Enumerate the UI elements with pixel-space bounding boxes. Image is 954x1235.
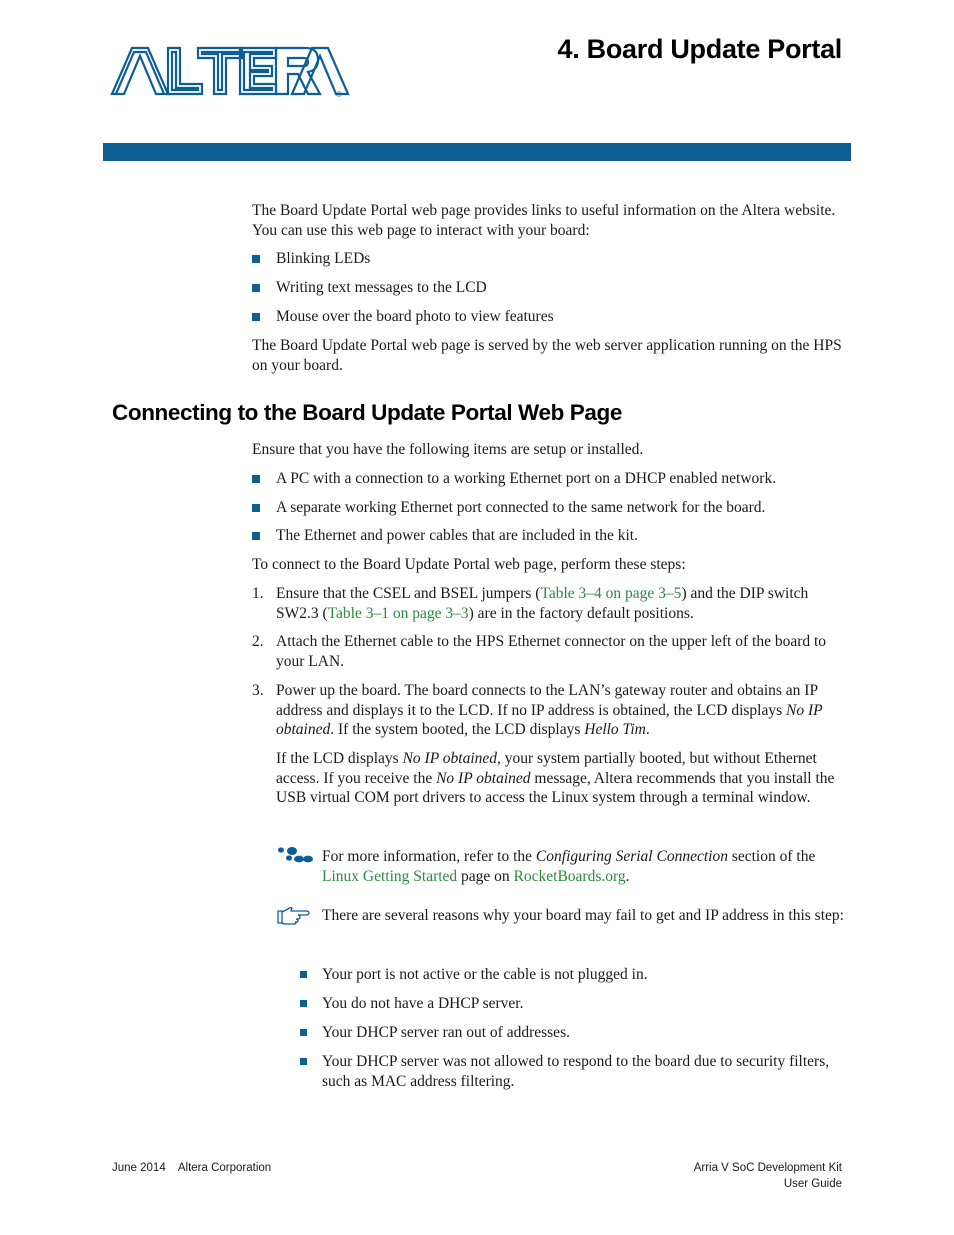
chapter-rule-bar [103, 143, 851, 161]
steps-intro: To connect to the Board Update Portal web page, perform these steps: [252, 556, 686, 573]
step-1: 1. Ensure that the CSEL and BSEL jumpers (Table 3–4 on page 3–5) and the DIP switch SW2.3 (Table 3–1 on page 3–3) are in the factory default positions. [252, 585, 809, 622]
list-item: Your port is not active or the cable is not plugged in. [300, 965, 844, 985]
footer-date-company: June 2014 Altera Corporation [112, 1162, 272, 1174]
list-item: A separate working Ethernet port connected to the same network for the board. [252, 498, 844, 518]
bullet-square-icon [252, 284, 260, 292]
bullet-square-icon [252, 255, 260, 263]
list-item: Blinking LEDs [252, 249, 844, 269]
rocketboards-link[interactable]: RocketBoards.org [513, 867, 626, 885]
table-3-1-link[interactable]: Table 3–1 on page 3–3 [327, 604, 469, 622]
bullet-square-icon [300, 1000, 307, 1007]
bullet-square-icon [252, 532, 260, 540]
step-3-paragraph-2: If the LCD displays No IP obtained, your system partially booted, but without Ethernet access. If you receive the No IP obtained message, Altera recommends that you install the USB virtual COM port drivers to access the Linux system through a terminal window. [276, 750, 835, 807]
bullet-square-icon [252, 475, 260, 483]
bullet-square-icon [300, 1029, 307, 1036]
list-item: You do not have a DHCP server. [300, 994, 844, 1014]
info-note: For more information, refer to the Configuring Serial Connection section of the Linux Getting Started page on RocketBoards.org. [322, 848, 816, 885]
bullet-square-icon [252, 504, 260, 512]
step-2: 2. Attach the Ethernet cable to the HPS Ethernet connector on the upper left of the board to your LAN. [252, 633, 827, 670]
list-item: Your DHCP server was not allowed to respond to the board due to security filters, such as MAC address filtering. [300, 1052, 844, 1091]
list-item: The Ethernet and power cables that are included in the kit. [252, 526, 844, 546]
linux-getting-started-link[interactable]: Linux Getting Started [322, 867, 458, 885]
bullet-square-icon [252, 313, 260, 321]
intro-paragraph: The Board Update Portal web page provides links to useful information on the Altera website. You can use this web page to interact with your board: [252, 202, 836, 239]
step-3: 3. Power up the board. The board connects to the LAN’s gateway router and obtains an IP address and displays it to the LCD. If no IP address is obtained, the LCD displays No IP obtained. If the system booted, the LCD displays Hello Tim. [252, 682, 823, 739]
pointing-hand-icon [276, 905, 310, 925]
intro-paragraph-2: The Board Update Portal web page is served by the web server application running on the HPS on your board. [252, 337, 842, 374]
chapter-title: 4. Board Update Portal [557, 34, 842, 64]
footer-doc-title: Arria V SoC Development Kit User Guide [693, 1162, 842, 1190]
svg-text:®: ® [336, 90, 342, 99]
info-dots-icon [276, 846, 314, 864]
hand-note: There are several reasons why your board may fail to get and IP address in this step: [322, 907, 844, 924]
list-item: Mouse over the board photo to view features [252, 307, 844, 327]
section-heading: Connecting to the Board Update Portal Web Page [112, 400, 622, 425]
table-3-4-link[interactable]: Table 3–4 on page 3–5 [540, 585, 682, 602]
section-lead: Ensure that you have the following items are setup or installed. [252, 441, 644, 458]
bullet-square-icon [300, 1058, 307, 1065]
altera-logo [110, 44, 350, 100]
bullet-square-icon [300, 971, 307, 978]
list-item: Writing text messages to the LCD [252, 278, 844, 298]
list-item: Your DHCP server ran out of addresses. [300, 1023, 844, 1043]
list-item: A PC with a connection to a working Ethernet port on a DHCP enabled network. [252, 469, 844, 489]
